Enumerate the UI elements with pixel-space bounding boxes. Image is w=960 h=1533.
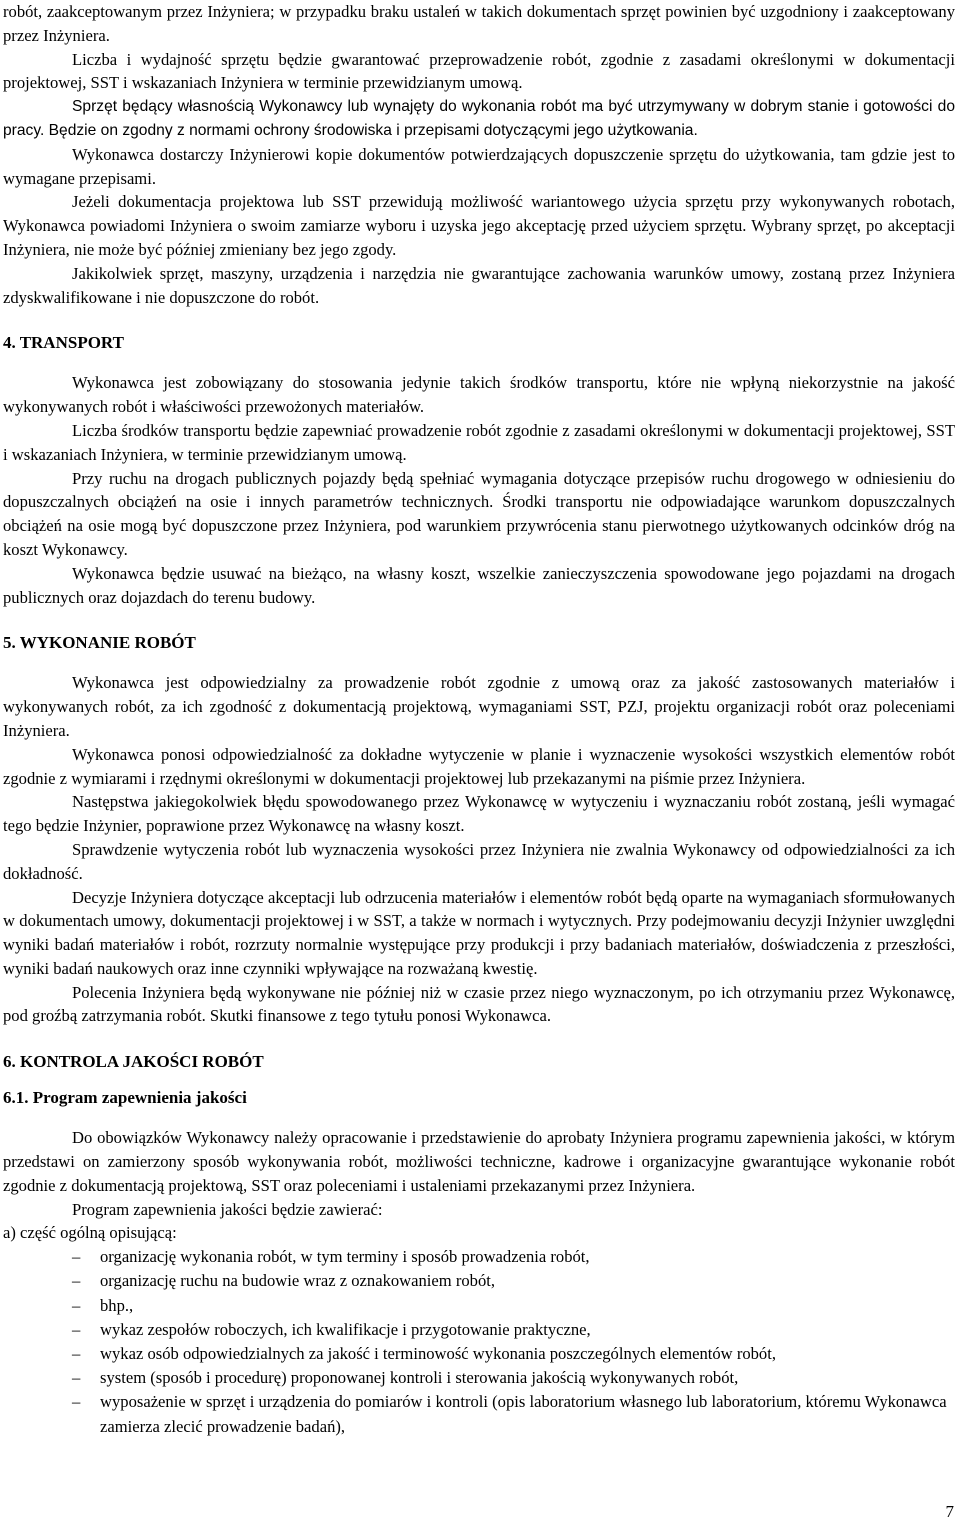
quality-section [3, 1050, 955, 1439]
list-intro: a) część ogólną opisującą: [3, 1223, 177, 1243]
paragraph: Program zapewnienia jakości będzie zawierać: [72, 1199, 383, 1219]
list-item: – wyposażenie w sprzęt i urządzenia do pomiarów i kontroli (opis laboratorium własnego lub laboratorium, któremu Wykonawca zamierza zlecić prowadzenie badań), [72, 1392, 947, 1436]
paragraph: Przy ruchu na drogach publicznych pojazdy będą spełniać wymagania dotyczące przepisów ruchu drogowego w odniesieniu do dopuszczalnych obciążeń na osie i innych parametrów technicznych. Środki transportu nie odpowiadające warunkom dopuszczalnych obciążeń na osie mogą być dopuszczone przez Inżyniera, pod warunkiem przywrócenia stanu pierwotnego użytkowanych odcinków dróg na koszt Wykonawcy. [3, 468, 955, 559]
paragraph: Do obowiązków Wykonawcy należy opracowanie i przedstawienie do aprobaty Inżyniera programu zapewnienia jakości, w którym przedstawi on zamierzony sposób wykonywania robót, możliwości techniczne, kadrowe i organizacyjne gwarantujące wykonanie robót zgodnie z dokumentacją projektową, SST oraz poleceniami i ustaleniami przekazanymi przez Inżyniera. [3, 1128, 955, 1195]
dash-bullet: – [72, 1344, 81, 1364]
list-item: – organizację ruchu na budowie wraz z oznakowaniem robót, [3, 1269, 955, 1293]
transport-section [3, 331, 955, 609]
paragraph: robót, zaakceptowanym przez Inżyniera; w przypadku braku ustaleń w takich dokumentach sprzęt powinien być uzgodniony i zaakceptowany przez Inżyniera. [3, 2, 955, 45]
paragraph: Jeżeli dokumentacja projektowa lub SST przewidują możliwość wariantowego użycia sprzętu przy wykonywanych robotach, Wykonawca powiadomi Inżyniera o swoim zamiarze wyboru i uzyska jego akceptację przed użyciem sprzętu. Wybrany sprzęt, po akceptacji Inżyniera, nie może być później zmieniany bez jego zgody. [3, 192, 955, 259]
paragraph: Liczba i wydajność sprzętu będzie gwarantować przeprowadzenie robót, zgodnie z zasadami określonymi w dokumentacji projektowej, SST i wskazaniach Inżyniera w terminie przewidzianym umową. [3, 49, 955, 93]
execution-section [3, 631, 955, 1028]
paragraph: Liczba środków transportu będzie zapewniać prowadzenie robót zgodnie z zasadami określonymi w dokumentacji projektowej, SST i wskazaniach Inżyniera, w terminie przewidzianym umową. [3, 420, 955, 464]
section-heading-execution: 5. WYKONANIE ROBÓT [3, 633, 196, 653]
paragraph: Wykonawca będzie usuwać na bieżąco, na własny koszt, wszelkie zanieczyszczenia spowodowane jego pojazdami na drogach publicznych oraz dojazdach do terenu budowy. [3, 563, 955, 607]
dash-bullet: – [72, 1368, 81, 1388]
dash-bullet: – [72, 1295, 81, 1315]
list-item: – organizację wykonania robót, w tym terminy i sposób prowadzenia robót, [3, 1245, 955, 1269]
paragraph: Wykonawca jest zobowiązany do stosowania jedynie takich środków transportu, które nie wpłyną niekorzystnie na jakość wykonywanych robót i właściwości przewożonych materiałów. [3, 373, 955, 417]
paragraph: Sprzęt będący własnością Wykonawcy lub wynajęty do wykonania robót ma być utrzymywany w dobrym stanie i gotowości do pracy. Będzie on zgodny z normami ochrony środowiska i przepisami dotyczącymi jego użytkowania. [3, 98, 955, 139]
dash-bullet: – [72, 1247, 81, 1267]
paragraph: Następstwa jakiegokolwiek błędu spowodowanego przez Wykonawcę w wytyczeniu i wyznaczaniu robót zostaną, jeśli wymagać tego będzie Inżynier, poprawione przez Wykonawcę na własny koszt. [3, 792, 955, 836]
paragraph: Wykonawca jest odpowiedzialny za prowadzenie robót zgodnie z umową oraz za jakość zastosowanych materiałów i wykonywanych robót, za ich zgodność z dokumentacją projektową, wymaganiami SST, PZJ, projektu organizacji robót oraz poleceniami Inżyniera. [3, 673, 955, 740]
dash-bullet: – [72, 1392, 81, 1412]
list-item: – wykaz osób odpowiedzialnych za jakość i terminowość wykonania poszczególnych elementów robót, [3, 1342, 955, 1366]
list-item: – bhp., [3, 1294, 955, 1318]
list-item: – system (sposób i procedurę) proponowanej kontroli i sterowania jakością wykonywanych robót, [3, 1366, 955, 1390]
page-number: 7 [945, 1502, 954, 1521]
section-heading-transport: 4. TRANSPORT [3, 333, 124, 353]
dash-bullet: – [72, 1271, 81, 1291]
dash-bullet: – [72, 1319, 81, 1339]
paragraph: Wykonawca dostarczy Inżynierowi kopie dokumentów potwierdzających dopuszczenie sprzętu do użytkowania, tam gdzie jest to wymagane przepisami. [3, 144, 955, 188]
paragraph: Sprawdzenie wytyczenia robót lub wyznaczenia wysokości przez Inżyniera nie zwalnia Wykonawcy od odpowiedzialności za ich dokładność. [3, 839, 955, 883]
paragraph: Decyzje Inżyniera dotyczące akceptacji lub odrzucenia materiałów i elementów robót będą oparte na wymaganiach sformułowanych w dokumentach umowy, dokumentacji projektowej i w SST, a także w normach i wytycznych. Przy podejmowaniu decyzji Inżynier uwzględni wyniki badań materiałów i robót, rozrzuty normalnie występujące przy produkcji i przy badaniach materiałów, doświadczenia z przeszłości, wyniki badań naukowych oraz inne czynniki wpływające na rozważaną kwestię. [3, 887, 955, 978]
paragraph: Wykonawca ponosi odpowiedzialność za dokładne wytyczenie w planie i wyznaczenie wysokości wszystkich elementów robót zgodnie z wymiarami i rzędnymi określonymi w dokumentacji projektowej lub przekazanymi na piśmie przez Inżyniera. [3, 744, 955, 788]
list-item: – wykaz zespołów roboczych, ich kwalifikacje i przygotowanie praktyczne, [3, 1318, 955, 1342]
paragraph: Jakikolwiek sprzęt, maszyny, urządzenia i narzędzia nie gwarantujące zachowania warunków umowy, zostaną przez Inżyniera zdyskwalifikowane i nie dopuszczone do robót. [3, 263, 955, 307]
section-heading-quality: 6. KONTROLA JAKOŚCI ROBÓT [3, 1052, 264, 1072]
paragraph: Polecenia Inżyniera będą wykonywane nie później niż w czasie przez niego wyznaczonym, po ich otrzymaniu przez Wykonawcę, pod groźbą zatrzymania robót. Skutki finansowe z tego tytułu ponosi Wykonawca. [3, 982, 955, 1026]
equipment-section-continuation [3, 0, 955, 309]
document-page [3, 0, 955, 1439]
subsection-heading-quality-program: 6.1. Program zapewnienia jakości [3, 1088, 247, 1108]
program-contents-list [3, 1245, 955, 1439]
